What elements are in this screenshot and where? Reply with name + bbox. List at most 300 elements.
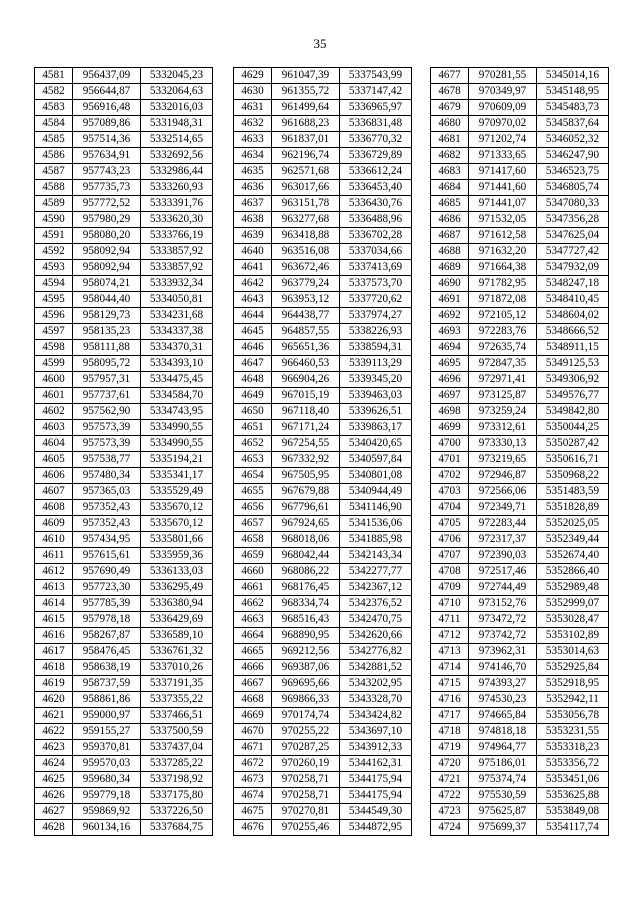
point-number-cell: 4631: [234, 100, 272, 116]
table-row: [234, 388, 412, 404]
point-number-cell: 4626: [35, 788, 73, 804]
x-coordinate-cell: 973259,24: [469, 404, 537, 420]
point-number-cell: 4638: [234, 212, 272, 228]
x-coordinate-cell: 957434,95: [73, 532, 141, 548]
x-coordinate-cell: 959000,97: [73, 708, 141, 724]
x-coordinate-cell: 957737,61: [73, 388, 141, 404]
point-number-cell: 4583: [35, 100, 73, 116]
table-row: [431, 548, 609, 564]
x-coordinate-cell: 958044,40: [73, 292, 141, 308]
point-number-cell: 4671: [234, 740, 272, 756]
table-row: [234, 324, 412, 340]
point-number-cell: 4624: [35, 756, 73, 772]
table-row: [234, 68, 412, 84]
y-coordinate-cell: 5333620,30: [141, 212, 213, 228]
y-coordinate-cell: 5348247,18: [537, 276, 609, 292]
point-number-cell: 4722: [431, 788, 469, 804]
table-row: [431, 580, 609, 596]
table-row: [234, 500, 412, 516]
point-number-cell: 4717: [431, 708, 469, 724]
table-row: [35, 68, 213, 84]
y-coordinate-cell: 5336729,89: [340, 148, 412, 164]
x-coordinate-cell: 968334,74: [272, 596, 340, 612]
x-coordinate-cell: 957735,73: [73, 180, 141, 196]
y-coordinate-cell: 5331948,31: [141, 116, 213, 132]
y-coordinate-cell: 5349576,77: [537, 388, 609, 404]
point-number-cell: 4661: [234, 580, 272, 596]
point-number-cell: 4647: [234, 356, 272, 372]
y-coordinate-cell: 5346247,90: [537, 148, 609, 164]
table-row: [35, 164, 213, 180]
y-coordinate-cell: 5335529,49: [141, 484, 213, 500]
y-coordinate-cell: 5332514,65: [141, 132, 213, 148]
point-number-cell: 4619: [35, 676, 73, 692]
table-row: [431, 484, 609, 500]
table-row: [234, 708, 412, 724]
x-coordinate-cell: 957957,31: [73, 372, 141, 388]
x-coordinate-cell: 973472,72: [469, 612, 537, 628]
x-coordinate-cell: 972283,76: [469, 324, 537, 340]
table-row: [431, 692, 609, 708]
y-coordinate-cell: 5347080,33: [537, 196, 609, 212]
table-row: [35, 340, 213, 356]
point-number-cell: 4607: [35, 484, 73, 500]
point-number-cell: 4721: [431, 772, 469, 788]
point-number-cell: 4654: [234, 468, 272, 484]
y-coordinate-cell: 5333857,92: [141, 260, 213, 276]
y-coordinate-cell: 5352918,95: [537, 676, 609, 692]
point-number-cell: 4659: [234, 548, 272, 564]
y-coordinate-cell: 5349125,53: [537, 356, 609, 372]
table-row: [234, 372, 412, 388]
table-row: [431, 132, 609, 148]
x-coordinate-cell: 957772,52: [73, 196, 141, 212]
table-row: [35, 484, 213, 500]
table-row: [35, 500, 213, 516]
table-row: [234, 116, 412, 132]
table-row: [35, 276, 213, 292]
point-number-cell: 4628: [35, 820, 73, 836]
x-coordinate-cell: 975699,37: [469, 820, 537, 836]
x-coordinate-cell: 962196,74: [272, 148, 340, 164]
point-number-cell: 4637: [234, 196, 272, 212]
point-number-cell: 4632: [234, 116, 272, 132]
point-number-cell: 4598: [35, 340, 73, 356]
coordinate-table-3: [430, 67, 609, 836]
y-coordinate-cell: 5333857,92: [141, 244, 213, 260]
table-row: [35, 372, 213, 388]
table-row: [234, 484, 412, 500]
x-coordinate-cell: 957573,39: [73, 420, 141, 436]
x-coordinate-cell: 959570,03: [73, 756, 141, 772]
y-coordinate-cell: 5338594,31: [340, 340, 412, 356]
point-number-cell: 4666: [234, 660, 272, 676]
point-number-cell: 4669: [234, 708, 272, 724]
y-coordinate-cell: 5337466,51: [141, 708, 213, 724]
table-row: [35, 100, 213, 116]
table-row: [431, 68, 609, 84]
x-coordinate-cell: 968018,06: [272, 532, 340, 548]
table-row: [234, 452, 412, 468]
table-row: [35, 564, 213, 580]
x-coordinate-cell: 958095,72: [73, 356, 141, 372]
point-number-cell: 4601: [35, 388, 73, 404]
point-number-cell: 4586: [35, 148, 73, 164]
y-coordinate-cell: 5347932,09: [537, 260, 609, 276]
x-coordinate-cell: 959370,81: [73, 740, 141, 756]
point-number-cell: 4623: [35, 740, 73, 756]
x-coordinate-cell: 969695,66: [272, 676, 340, 692]
y-coordinate-cell: 5342470,75: [340, 612, 412, 628]
point-number-cell: 4618: [35, 660, 73, 676]
point-number-cell: 4617: [35, 644, 73, 660]
point-number-cell: 4581: [35, 68, 73, 84]
x-coordinate-cell: 967924,65: [272, 516, 340, 532]
table-row: [35, 452, 213, 468]
y-coordinate-cell: 5334231,68: [141, 308, 213, 324]
table-row: [431, 660, 609, 676]
point-number-cell: 4594: [35, 276, 73, 292]
point-number-cell: 4622: [35, 724, 73, 740]
x-coordinate-cell: 972105,12: [469, 308, 537, 324]
x-coordinate-cell: 967015,19: [272, 388, 340, 404]
table-row: [431, 116, 609, 132]
point-number-cell: 4599: [35, 356, 73, 372]
table-row: [234, 180, 412, 196]
point-number-cell: 4588: [35, 180, 73, 196]
point-number-cell: 4585: [35, 132, 73, 148]
y-coordinate-cell: 5337010,26: [141, 660, 213, 676]
point-number-cell: 4723: [431, 804, 469, 820]
table-row: [234, 132, 412, 148]
y-coordinate-cell: 5352025,05: [537, 516, 609, 532]
x-coordinate-cell: 975186,01: [469, 756, 537, 772]
point-number-cell: 4641: [234, 260, 272, 276]
point-number-cell: 4621: [35, 708, 73, 724]
point-number-cell: 4702: [431, 468, 469, 484]
table-row: [431, 564, 609, 580]
x-coordinate-cell: 975530,59: [469, 788, 537, 804]
point-number-cell: 4589: [35, 196, 73, 212]
point-number-cell: 4677: [431, 68, 469, 84]
point-number-cell: 4698: [431, 404, 469, 420]
y-coordinate-cell: 5336380,94: [141, 596, 213, 612]
y-coordinate-cell: 5348410,45: [537, 292, 609, 308]
point-number-cell: 4688: [431, 244, 469, 260]
y-coordinate-cell: 5337034,66: [340, 244, 412, 260]
point-number-cell: 4719: [431, 740, 469, 756]
x-coordinate-cell: 967505,95: [272, 468, 340, 484]
x-coordinate-cell: 972566,06: [469, 484, 537, 500]
table-row: [431, 676, 609, 692]
table-row: [234, 676, 412, 692]
table-row: [431, 308, 609, 324]
x-coordinate-cell: 971333,65: [469, 148, 537, 164]
x-coordinate-cell: 958861,86: [73, 692, 141, 708]
y-coordinate-cell: 5342376,52: [340, 596, 412, 612]
point-number-cell: 4680: [431, 116, 469, 132]
table-row: [234, 692, 412, 708]
table-row: [431, 788, 609, 804]
y-coordinate-cell: 5337974,27: [340, 308, 412, 324]
table-row: [234, 804, 412, 820]
table-row: [431, 276, 609, 292]
table-row: [35, 788, 213, 804]
x-coordinate-cell: 971632,20: [469, 244, 537, 260]
table-row: [35, 84, 213, 100]
x-coordinate-cell: 963418,88: [272, 228, 340, 244]
x-coordinate-cell: 974530,23: [469, 692, 537, 708]
table-row: [234, 436, 412, 452]
x-coordinate-cell: 969866,33: [272, 692, 340, 708]
table-row: [35, 612, 213, 628]
table-row: [35, 628, 213, 644]
point-number-cell: 4642: [234, 276, 272, 292]
x-coordinate-cell: 967679,88: [272, 484, 340, 500]
table-row: [35, 404, 213, 420]
y-coordinate-cell: 5340944,49: [340, 484, 412, 500]
y-coordinate-cell: 5337175,80: [141, 788, 213, 804]
y-coordinate-cell: 5352866,40: [537, 564, 609, 580]
table-row: [234, 260, 412, 276]
y-coordinate-cell: 5353102,89: [537, 628, 609, 644]
y-coordinate-cell: 5335670,12: [141, 500, 213, 516]
x-coordinate-cell: 963953,12: [272, 292, 340, 308]
x-coordinate-cell: 958080,20: [73, 228, 141, 244]
point-number-cell: 4606: [35, 468, 73, 484]
point-number-cell: 4634: [234, 148, 272, 164]
y-coordinate-cell: 5346805,74: [537, 180, 609, 196]
x-coordinate-cell: 973312,61: [469, 420, 537, 436]
y-coordinate-cell: 5333391,76: [141, 196, 213, 212]
point-number-cell: 4615: [35, 612, 73, 628]
point-number-cell: 4703: [431, 484, 469, 500]
x-coordinate-cell: 957562,90: [73, 404, 141, 420]
y-coordinate-cell: 5334990,55: [141, 420, 213, 436]
x-coordinate-cell: 972283,44: [469, 516, 537, 532]
table-row: [431, 500, 609, 516]
x-coordinate-cell: 966904,26: [272, 372, 340, 388]
table-row: [35, 228, 213, 244]
table-row: [35, 804, 213, 820]
x-coordinate-cell: 967796,61: [272, 500, 340, 516]
point-number-cell: 4673: [234, 772, 272, 788]
point-number-cell: 4597: [35, 324, 73, 340]
table-row: [431, 436, 609, 452]
table-row: [234, 788, 412, 804]
y-coordinate-cell: 5349306,92: [537, 372, 609, 388]
x-coordinate-cell: 963516,08: [272, 244, 340, 260]
y-coordinate-cell: 5350044,25: [537, 420, 609, 436]
x-coordinate-cell: 969387,06: [272, 660, 340, 676]
table-row: [431, 212, 609, 228]
x-coordinate-cell: 970281,55: [469, 68, 537, 84]
y-coordinate-cell: 5343697,10: [340, 724, 412, 740]
y-coordinate-cell: 5347727,42: [537, 244, 609, 260]
point-number-cell: 4686: [431, 212, 469, 228]
table-row: [234, 100, 412, 116]
point-number-cell: 4678: [431, 84, 469, 100]
y-coordinate-cell: 5337413,69: [340, 260, 412, 276]
x-coordinate-cell: 971202,74: [469, 132, 537, 148]
x-coordinate-cell: 958638,19: [73, 660, 141, 676]
y-coordinate-cell: 5352674,40: [537, 548, 609, 564]
table-row: [35, 660, 213, 676]
y-coordinate-cell: 5336429,69: [141, 612, 213, 628]
x-coordinate-cell: 957365,03: [73, 484, 141, 500]
table-row: [234, 84, 412, 100]
point-number-cell: 4629: [234, 68, 272, 84]
point-number-cell: 4600: [35, 372, 73, 388]
y-coordinate-cell: 5334475,45: [141, 372, 213, 388]
y-coordinate-cell: 5348666,52: [537, 324, 609, 340]
x-coordinate-cell: 974146,70: [469, 660, 537, 676]
point-number-cell: 4643: [234, 292, 272, 308]
y-coordinate-cell: 5339626,51: [340, 404, 412, 420]
x-coordinate-cell: 958129,73: [73, 308, 141, 324]
point-number-cell: 4711: [431, 612, 469, 628]
point-number-cell: 4612: [35, 564, 73, 580]
table-row: [431, 452, 609, 468]
y-coordinate-cell: 5352925,84: [537, 660, 609, 676]
point-number-cell: 4709: [431, 580, 469, 596]
table-row: [234, 196, 412, 212]
table-row: [431, 340, 609, 356]
x-coordinate-cell: 973330,13: [469, 436, 537, 452]
table-row: [234, 420, 412, 436]
y-coordinate-cell: 5339463,03: [340, 388, 412, 404]
x-coordinate-cell: 957723,30: [73, 580, 141, 596]
x-coordinate-cell: 968042,44: [272, 548, 340, 564]
point-number-cell: 4706: [431, 532, 469, 548]
x-coordinate-cell: 972946,87: [469, 468, 537, 484]
table-row: [35, 756, 213, 772]
point-number-cell: 4604: [35, 436, 73, 452]
point-number-cell: 4610: [35, 532, 73, 548]
point-number-cell: 4635: [234, 164, 272, 180]
point-number-cell: 4667: [234, 676, 272, 692]
point-number-cell: 4591: [35, 228, 73, 244]
table-row: [35, 180, 213, 196]
coordinate-table-1: [34, 67, 213, 836]
table-row: [431, 228, 609, 244]
point-number-cell: 4602: [35, 404, 73, 420]
table-row: [234, 740, 412, 756]
table-row: [234, 596, 412, 612]
table-row: [234, 244, 412, 260]
x-coordinate-cell: 974665,84: [469, 708, 537, 724]
point-number-cell: 4710: [431, 596, 469, 612]
x-coordinate-cell: 975374,74: [469, 772, 537, 788]
table-row: [431, 532, 609, 548]
x-coordinate-cell: 972847,35: [469, 356, 537, 372]
table-row: [35, 148, 213, 164]
point-number-cell: 4650: [234, 404, 272, 420]
y-coordinate-cell: 5337543,99: [340, 68, 412, 84]
table-row: [234, 516, 412, 532]
x-coordinate-cell: 964857,55: [272, 324, 340, 340]
y-coordinate-cell: 5346052,32: [537, 132, 609, 148]
point-number-cell: 4655: [234, 484, 272, 500]
y-coordinate-cell: 5333260,93: [141, 180, 213, 196]
x-coordinate-cell: 957480,34: [73, 468, 141, 484]
y-coordinate-cell: 5347625,04: [537, 228, 609, 244]
x-coordinate-cell: 968890,95: [272, 628, 340, 644]
point-number-cell: 4620: [35, 692, 73, 708]
point-number-cell: 4609: [35, 516, 73, 532]
table-row: [35, 516, 213, 532]
x-coordinate-cell: 971532,05: [469, 212, 537, 228]
table-row: [431, 772, 609, 788]
table-row: [431, 372, 609, 388]
x-coordinate-cell: 957514,36: [73, 132, 141, 148]
point-number-cell: 4705: [431, 516, 469, 532]
y-coordinate-cell: 5349842,80: [537, 404, 609, 420]
y-coordinate-cell: 5353056,78: [537, 708, 609, 724]
page-number: 35: [313, 36, 327, 51]
x-coordinate-cell: 959869,92: [73, 804, 141, 820]
y-coordinate-cell: 5337355,22: [141, 692, 213, 708]
y-coordinate-cell: 5336453,40: [340, 180, 412, 196]
point-number-cell: 4670: [234, 724, 272, 740]
table-row: [35, 820, 213, 836]
y-coordinate-cell: 5352999,07: [537, 596, 609, 612]
y-coordinate-cell: 5335801,66: [141, 532, 213, 548]
y-coordinate-cell: 5343912,33: [340, 740, 412, 756]
point-number-cell: 4656: [234, 500, 272, 516]
y-coordinate-cell: 5344175,94: [340, 788, 412, 804]
table-row: [431, 756, 609, 772]
y-coordinate-cell: 5334990,55: [141, 436, 213, 452]
x-coordinate-cell: 956916,48: [73, 100, 141, 116]
point-number-cell: 4651: [234, 420, 272, 436]
x-coordinate-cell: 963277,68: [272, 212, 340, 228]
y-coordinate-cell: 5342776,82: [340, 644, 412, 660]
x-coordinate-cell: 958074,21: [73, 276, 141, 292]
x-coordinate-cell: 967118,40: [272, 404, 340, 420]
y-coordinate-cell: 5339345,20: [340, 372, 412, 388]
y-coordinate-cell: 5345148,95: [537, 84, 609, 100]
x-coordinate-cell: 960134,16: [73, 820, 141, 836]
y-coordinate-cell: 5353849,08: [537, 804, 609, 820]
y-coordinate-cell: 5342367,12: [340, 580, 412, 596]
y-coordinate-cell: 5345483,73: [537, 100, 609, 116]
y-coordinate-cell: 5337147,42: [340, 84, 412, 100]
table-row: [234, 756, 412, 772]
x-coordinate-cell: 958476,45: [73, 644, 141, 660]
point-number-cell: 4687: [431, 228, 469, 244]
y-coordinate-cell: 5336761,32: [141, 644, 213, 660]
table-row: [234, 628, 412, 644]
x-coordinate-cell: 968516,43: [272, 612, 340, 628]
point-number-cell: 4692: [431, 308, 469, 324]
table-row: [431, 148, 609, 164]
table-row: [35, 676, 213, 692]
table-row: [234, 820, 412, 836]
table-row: [431, 324, 609, 340]
point-number-cell: 4649: [234, 388, 272, 404]
x-coordinate-cell: 971782,95: [469, 276, 537, 292]
table-row: [431, 596, 609, 612]
table-row: [431, 84, 609, 100]
x-coordinate-cell: 957978,18: [73, 612, 141, 628]
table-row: [234, 276, 412, 292]
table-row: [35, 548, 213, 564]
point-number-cell: 4593: [35, 260, 73, 276]
table-row: [35, 580, 213, 596]
point-number-cell: 4584: [35, 116, 73, 132]
point-number-cell: 4608: [35, 500, 73, 516]
